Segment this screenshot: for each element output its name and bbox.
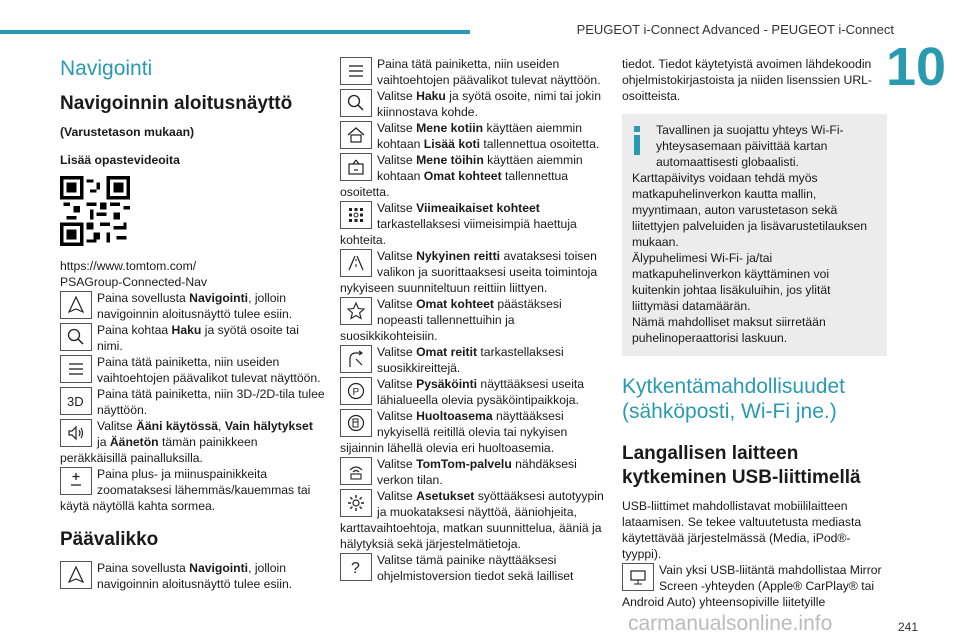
item-text: tallennettua osoitetta. (340, 169, 569, 199)
video-label: Lisää opastevideoita (60, 153, 180, 167)
info-line: Tavallinen ja suojattu yhteys Wi-Fi-yhteysasemaan päivittää kartan automaattisesti globaalisti. (656, 123, 844, 169)
route-icon (340, 249, 372, 277)
chapter-number: 10 (886, 37, 947, 97)
list-item (340, 56, 605, 88)
item-text: Valitse (377, 121, 417, 135)
speaker-icon (60, 419, 92, 447)
tomtom-icon (340, 457, 372, 485)
list-item (60, 466, 325, 514)
item-bold: Mene töihin (416, 153, 484, 167)
menu-icon (340, 57, 372, 85)
item-text: Paina kohtaa (97, 323, 172, 337)
item-text: näyttääksesi nykyisellä reitillä olevia tai nykyisen sijainnin lähellä olevia eri huoltoasemia. (340, 409, 568, 455)
navigation-arrow-icon (60, 561, 92, 589)
search-icon (340, 89, 372, 117)
menu-icon (60, 355, 92, 383)
parking-icon (340, 377, 372, 405)
header-title: PEUGEOT i-Connect Advanced - PEUGEOT i-Connect (576, 22, 894, 37)
item-text: , (218, 419, 225, 433)
svg-text:P: P (352, 387, 360, 398)
item-text: Paina sovellusta (97, 291, 190, 305)
mirror-screen-icon (622, 563, 654, 591)
watermark: carmanualsonline.info (628, 612, 833, 635)
list-item (340, 152, 605, 200)
item-text: Paina tätä painiketta, niin 3D-/2D-tila tulee näyttöön. (97, 387, 325, 417)
info-line: Älypuhelimesi Wi-Fi- ja/tai matkapuhelinverkon käyttäminen voi kuitenkin johtaa lisäkuluihin, jos ylität liittymäsi datamäärän. (632, 251, 831, 313)
settings-icon (340, 489, 372, 517)
item-text: nähdäksesi verkon tilan. (377, 457, 577, 487)
item-text: Valitse (377, 153, 417, 167)
item-text: Paina tätä painiketta, niin useiden vaihtoehtojen päävalikot tulevat näyttöön. (377, 57, 601, 87)
service-icon (340, 409, 372, 437)
item-text: Valitse (377, 457, 417, 471)
item-text: päästäksesi nopeasti tallennettuihin ja suosikkikohteisiin. (340, 297, 562, 343)
info-line: Karttapäivitys voidaan tehdä myös matkapuhelinverkon kautta mallin, myyntimaan, auton varustetason sekä liitettyjen palveluiden ja lisävarustetilauksen mukaan. (632, 171, 868, 249)
item-text: , jolloin navigoinnin aloitusnäyttö tulee esiin. (97, 291, 293, 321)
list-item (60, 290, 325, 322)
list-item (340, 200, 605, 248)
list-item (340, 408, 605, 456)
heading-nav-home: Navigoinnin aloitusnäyttö (60, 93, 293, 114)
item-text: Paina sovellusta (97, 561, 190, 575)
continuation-text: tiedot. Tiedot käytetyistä avoimen lähdekoodin ohjelmistokirjastoista ja niiden lisenssien URL-osoitteista. (622, 57, 872, 103)
info-box (622, 114, 887, 356)
item-bold: Pysäköinti (416, 377, 478, 391)
url-line-2[interactable]: PSAGroup-Connected-Nav (60, 275, 207, 289)
list-item (60, 418, 325, 466)
list-item (340, 248, 605, 296)
home-icon (340, 121, 372, 149)
item-text: näyttääksesi useita lähialueella olevia pysäköintipaikkoja. (377, 377, 585, 407)
item-text: Valitse (377, 377, 417, 391)
item-bold: Lisää koti (423, 137, 480, 151)
item-bold: Huoltoasema (416, 409, 493, 423)
item-text: Valitse tämä painike näyttääksesi ohjelmistoversion tiedot sekä lailliset (377, 553, 574, 583)
3d-icon (60, 387, 92, 415)
item-bold: Omat kohteet (416, 297, 494, 311)
column-3 (622, 56, 887, 610)
item-text: Paina plus- ja miinuspainikkeita zoomataksesi lähemmäs/kauemmas tai käytä näytöllä kahta sormea. (60, 467, 311, 513)
url-line-1[interactable]: https://www.tomtom.com/ (60, 259, 197, 273)
header-accent-bar (0, 30, 470, 34)
list-item (340, 344, 605, 376)
item-text: ja syötä osoite tai nimi. (97, 323, 299, 353)
item-bold: Navigointi (189, 561, 249, 575)
star-icon (340, 297, 372, 325)
list-item (340, 456, 605, 488)
item-bold: TomTom-palvelu (416, 457, 512, 471)
item-text: Valitse (377, 489, 417, 503)
list-item (340, 120, 605, 152)
info-line: Nämä mahdolliset maksut siirretään puhelinoperaattorisi laskuun. (632, 315, 826, 345)
item-text: tarkastellaksesi suosikkireittejä. (377, 345, 564, 375)
section-title: Navigointi (60, 57, 153, 80)
item-text: Valitse (377, 249, 417, 263)
info-icon (634, 126, 640, 156)
item-bold: Äänetön (109, 435, 159, 449)
list-item (60, 354, 325, 386)
svg-text:?: ? (351, 560, 360, 577)
section-title: Kytkentämahdollisuudet (sähköposti, Wi-Fi jne.) (622, 375, 845, 423)
list-item (340, 488, 605, 552)
item-text: ja syötä osoite, nimi tai jokin kiinnostava kohde. (377, 89, 601, 119)
item-text: Valitse (377, 409, 417, 423)
item-bold: Mene kotiin (416, 121, 484, 135)
search-icon (60, 323, 92, 351)
item-bold: Vain hälytykset (224, 419, 313, 433)
item-text: ja (97, 435, 110, 449)
work-icon (340, 153, 372, 181)
column-2 (340, 56, 605, 584)
item-bold: Ääni käytössä (136, 419, 219, 433)
list-item (340, 376, 605, 408)
zoom-icon (60, 467, 92, 495)
usb-body: USB-liittimet mahdollistavat mobiililaitteen lataamisen. Se tekee valtuutetusta mediasta käytettävää järjestelmässä (Media, iPod®-tyyppi). (622, 499, 862, 561)
help-icon (340, 553, 372, 581)
item-text: käyttäen aiemmin kohtaan (377, 153, 583, 183)
item-text: tarkastellaksesi viimeisimpiä haettuja kohteita. (340, 217, 577, 247)
item-bold: Nykyinen reitti (416, 249, 501, 263)
item-bold: Omat reitit (416, 345, 478, 359)
navigation-arrow-icon (60, 291, 92, 319)
item-bold: Viimeaikaiset kohteet (416, 201, 540, 215)
recent-icon (340, 201, 372, 229)
heading-main-menu: Päävalikko (60, 529, 159, 550)
item-bold: Omat kohteet (423, 169, 502, 183)
svg-text:3D: 3D (67, 394, 84, 409)
qr-code[interactable] (60, 176, 130, 246)
item-bold: Navigointi (189, 291, 249, 305)
list-item (60, 560, 325, 592)
item-text: käyttäen aiemmin kohtaan (377, 121, 583, 151)
item-text: Valitse (377, 89, 417, 103)
list-item (340, 296, 605, 344)
item-text: Paina tätä painiketta, niin useiden vaihtoehtojen päävalikot tulevat näyttöön. (97, 355, 321, 385)
list-item (340, 88, 605, 120)
item-text: Valitse (377, 201, 417, 215)
list-item (340, 552, 605, 584)
item-text: Valitse (97, 419, 137, 433)
list-item (60, 386, 325, 418)
item-text: Vain yksi USB-liitäntä mahdollistaa Mirror Screen -yhteyden (Apple® CarPlay® tai Android Auto) yhteensopiville liitetyille (622, 563, 882, 609)
heading-usb: Langallisen laitteen kytkeminen USB-liittimellä (622, 443, 861, 488)
item-text: tämän painikkeen peräkkäisillä painalluksilla. (60, 435, 258, 465)
column-1 (60, 56, 325, 592)
equipment-note: (Varustetason mukaan) (60, 125, 195, 139)
item-bold: Haku (171, 323, 202, 337)
routes-icon (340, 345, 372, 373)
item-text: , jolloin navigoinnin aloitusnäyttö tulee esiin. (97, 561, 293, 591)
item-text: Valitse (377, 297, 417, 311)
item-text: tallennettua osoitetta. (479, 137, 600, 151)
list-item (60, 322, 325, 354)
item-text: Valitse (377, 345, 417, 359)
item-bold: Haku (416, 89, 446, 103)
page-number: 241 (897, 620, 918, 634)
list-item (622, 562, 887, 610)
item-text: avataksesi toisen valikon ja suorittaaksesi useita toimintoja nykyiseen suunniteltuun reittiin liittyen. (340, 249, 598, 295)
item-bold: Asetukset (416, 489, 475, 503)
item-text: syöttääksesi autotyypin ja muokataksesi näyttöä, ääniohjeita, karttavaihtoehtoja, matkan suunnittelua, ääniä ja hälytyksiä sekä järjestelmätietoja. (340, 489, 604, 551)
